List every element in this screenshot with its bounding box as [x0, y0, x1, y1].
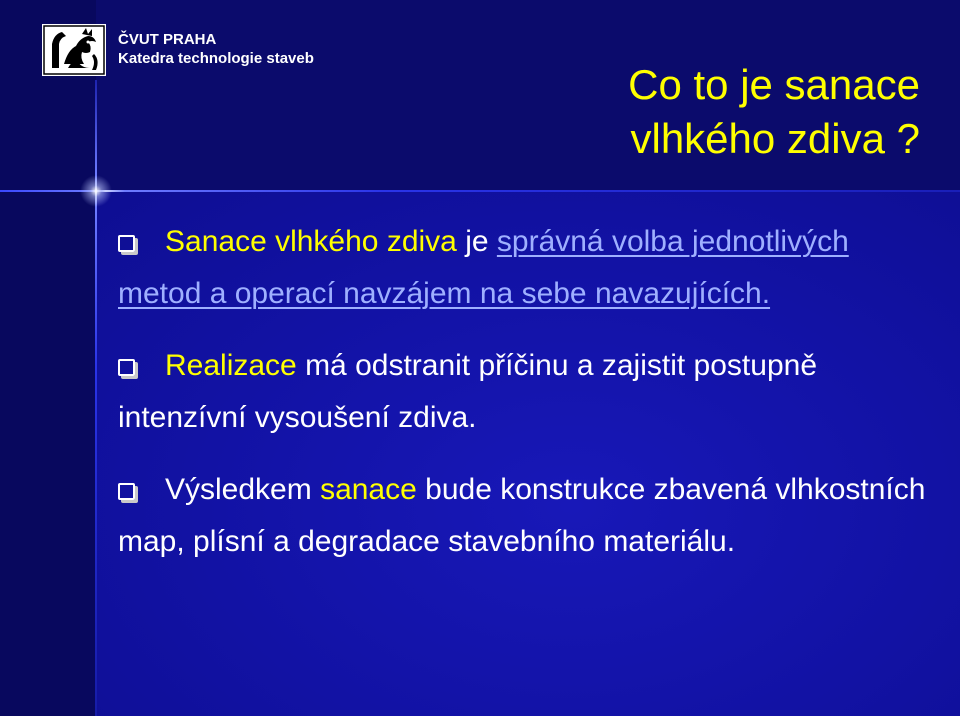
slide-title-line-2: vlhkého zdiva ?	[630, 115, 920, 162]
divider-horizontal	[0, 190, 960, 192]
bullet-item	[118, 216, 928, 320]
slide-title-line-1: Co to je sanace	[628, 61, 920, 108]
left-strip	[0, 0, 96, 716]
bullet-item	[118, 464, 928, 568]
checkbox-icon	[118, 483, 135, 500]
bullet-text: sanace	[320, 473, 417, 506]
bullet-text: Realizace	[165, 349, 297, 382]
bullet-text: má odstranit příčinu a zajistit postupně intenzívní vysoušení zdiva.	[118, 349, 818, 434]
organization	[118, 30, 314, 68]
bullet-text: Sanace vlhkého zdiva	[165, 225, 457, 258]
checkbox-icon	[118, 235, 135, 252]
slide-title	[420, 58, 920, 166]
bullet-text: Výsledkem	[165, 473, 321, 506]
cross-glow	[80, 175, 112, 207]
bullet-text: je	[456, 225, 497, 258]
university-lion-emblem-icon	[42, 24, 106, 76]
organization-name: ČVUT PRAHA	[118, 31, 217, 48]
bullet-list	[118, 216, 928, 588]
department-name: Katedra technologie staveb	[118, 50, 314, 67]
bullet-item	[118, 340, 928, 444]
checkbox-icon	[118, 359, 135, 376]
bullet-link[interactable]: správná volba jednotlivých metod a operací navzájem na sebe navazujících.	[118, 225, 849, 310]
bullet-text: bude konstrukce zbavená vlhkostních map, plísní a degradace stavebního materiálu.	[118, 473, 926, 558]
